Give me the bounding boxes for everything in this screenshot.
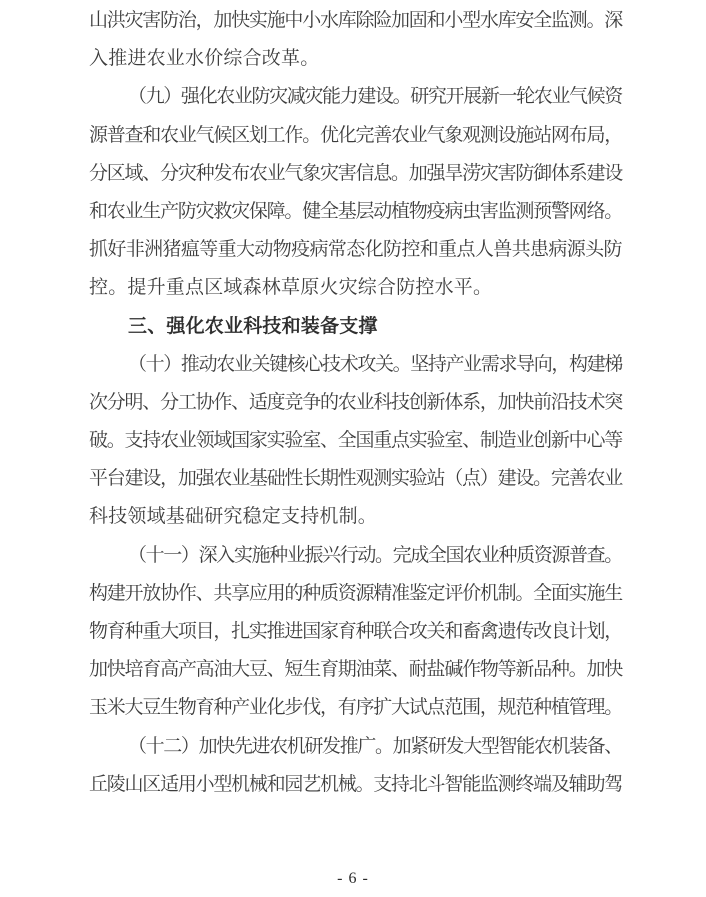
section-heading: 三、强化农业科技和装备支撑: [128, 315, 378, 337]
document-line: （ 十 一 ） 深 入 实 施 种 业 振 兴 行 动 。 完 成 全 国 农 业 种 质 资 源 普 查 。: [128, 544, 624, 566]
page-footer: [0, 869, 706, 889]
document-line: 玉 米 大 豆 生 物 育 种 产 业 化 步 伐 ， 有 序 扩 大 试 点 范 围 ， 规 范 种 植 管 理 。: [89, 697, 624, 719]
document-line: （ 十 ） 推 动 农 业 关 键 核 心 技 术 攻 关 。 坚 持 产 业 需 求 导 向 ， 构 建 梯: [128, 353, 624, 375]
document-line: 加 快 培 育 高 产 高 油 大 豆 、 短 生 育 期 油 菜 、 耐 盐 碱 作 物 等 新 品 种 。 加 快: [89, 659, 624, 681]
document-line: 丘 陵 山 区 适 用 小 型 机 械 和 园 艺 机 械 。 支 持 北 斗 智 能 监 测 终 端 及 辅 助 驾: [89, 773, 624, 795]
document-line: 构 建 开 放 协 作 、 共 享 应 用 的 种 质 资 源 精 准 鉴 定 评 价 机 制 。 全 面 实 施 生: [89, 582, 624, 604]
document-line: （ 九 ） 强 化 农 业 防 灾 减 灾 能 力 建 设 。 研 究 开 展 新 一 轮 农 业 气 候 资: [128, 86, 624, 108]
document-line: 源 普 查 和 农 业 气 候 区 划 工 作 。 优 化 完 善 农 业 气 象 观 测 设 施 站 网 布 局 ，: [89, 124, 624, 146]
document-line: 平 台 建 设 ， 加 强 农 业 基 础 性 长 期 性 观 测 实 验 站 （ 点 ） 建 设 。 完 善 农 业: [89, 468, 624, 490]
document-line: 山 洪 灾 害 防 治 ， 加 快 实 施 中 小 水 库 除 险 加 固 和 小 型 水 库 安 全 监 测 。 深: [89, 10, 624, 31]
text-block: [89, 2, 622, 804]
document-line: 分 区 域 、 分 灾 种 发 布 农 业 气 象 灾 害 信 息 。 加 强 旱 涝 灾 害 防 御 体 系 建 设: [89, 162, 624, 184]
page-number: - 6 -: [337, 870, 369, 887]
document-line: 次 分 明 、 分 工 协 作 、 适 度 竞 争 的 农 业 科 技 创 新 体 系 ， 加 快 前 沿 技 术 突: [89, 391, 624, 413]
document-line: 物 育 种 重 大 项 目 ， 扎 实 推 进 国 家 育 种 联 合 攻 关 和 畜 禽 遗 传 改 良 计 划 ，: [89, 621, 624, 642]
document-line: 控。提升重点区域森林草原火灾综合防控水平。: [89, 277, 493, 299]
document-line: 科技领域基础研究稳定支持机制。: [89, 506, 378, 528]
document-line: （ 十 二 ） 加 快 先 进 农 机 研 发 推 广 。 加 紧 研 发 大 型 智 能 农 机 装 备 、: [128, 735, 624, 757]
document-line: 抓 好 非 洲 猪 瘟 等 重 大 动 物 疫 病 常 态 化 防 控 和 重 点 人 兽 共 患 病 源 头 防: [89, 239, 623, 261]
document-line: 入推进农业水价综合改革。: [89, 48, 320, 70]
document-line: 破 。 支 持 农 业 领 域 国 家 实 验 室 、 全 国 重 点 实 验 室 、 制 造 业 创 新 中 心 等: [89, 430, 624, 452]
document-line: 和 农 业 生 产 防 灾 救 灾 保 障 。 健 全 基 层 动 植 物 疫 病 虫 害 监 测 预 警 网 络 。: [89, 200, 624, 222]
